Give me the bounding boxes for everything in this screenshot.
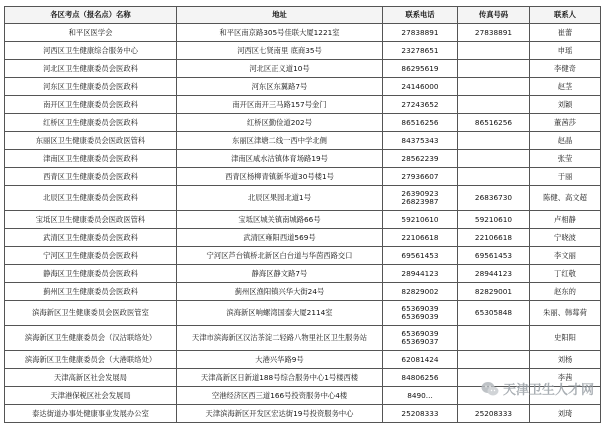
cell-phone (383, 211, 458, 229)
cell-name: 南开区卫生健康委员会医政科 (5, 96, 177, 114)
table-row (5, 265, 601, 283)
cell-phone (383, 132, 458, 150)
table-row (5, 78, 601, 96)
cell-contact: 赵茎 (530, 78, 601, 96)
cell-address: 和平区南京路305号佳联大厦1221室 (177, 24, 383, 42)
cell-address: 河北区正义道10号 (177, 60, 383, 78)
cell-name: 泰达街道办事处健康事业发展办公室 (5, 405, 177, 423)
header-address: 地址 (177, 7, 383, 24)
cell-fax (458, 96, 530, 114)
cell-address: 南开区南开三马路157号金门 (177, 96, 383, 114)
header-phone: 联系电话 (383, 7, 458, 24)
phone-number: 65369037 (401, 337, 439, 346)
phone-number: 26823987 (401, 197, 439, 206)
cell-address: 天津高新区日新道188号综合服务中心1号楼西楼 (177, 369, 383, 387)
table-row (5, 326, 601, 351)
cell-address: 天津市滨海新区汉沽茶淀二轻路八物里社区卫生服务站 (177, 326, 383, 351)
cell-name: 滨海新区卫生健康委员会（大港联络处） (5, 351, 177, 369)
cell-address: 西青区杨柳青镇新华道30号楼1号 (177, 168, 383, 186)
table-row (5, 247, 601, 265)
table-row (5, 405, 601, 423)
cell-phone (383, 78, 458, 96)
cell-contact: 崔蕾 (530, 24, 601, 42)
cell-fax (458, 387, 530, 405)
table-row (5, 150, 601, 168)
document-sheet (4, 6, 600, 423)
cell-fax: 86516256 (458, 114, 530, 132)
table-header-row (5, 7, 601, 24)
cell-address: 空港经济区西三道166号投资服务中心4楼 (177, 387, 383, 405)
cell-phone (383, 351, 458, 369)
phone-number: 86516256 (401, 117, 439, 127)
table-row (5, 351, 601, 369)
cell-phone (383, 283, 458, 301)
cell-address: 津南区咸水沽镇体育场路19号 (177, 150, 383, 168)
cell-contact: 朱丽、韩莓荷 (530, 301, 601, 326)
phone-number: 24146000 (401, 81, 439, 91)
cell-contact: 宁晓波 (530, 229, 601, 247)
table-row (5, 387, 601, 405)
cell-contact: 赵东的 (530, 283, 601, 301)
cell-fax (458, 168, 530, 186)
cell-phone (383, 405, 458, 423)
cell-name: 静海区卫生健康委员会医政科 (5, 265, 177, 283)
cell-address: 河东区东翼路7号 (177, 78, 383, 96)
cell-fax (458, 351, 530, 369)
cell-fax (458, 132, 530, 150)
cell-phone (383, 326, 458, 351)
cell-name: 红桥区卫生健康委员会医政科 (5, 114, 177, 132)
cell-phone (383, 387, 458, 405)
phone-number: 65369039 (401, 329, 439, 338)
cell-contact: 史阳阳 (530, 326, 601, 351)
cell-name: 东丽区卫生健康委员会医政医管科 (5, 132, 177, 150)
phone-number: 82829002 (401, 286, 439, 296)
cell-address: 宝坻区城关镇南城路66号 (177, 211, 383, 229)
cell-phone (383, 369, 458, 387)
table-row (5, 42, 601, 60)
cell-contact: 陈健、高文超 (530, 186, 601, 211)
phone-number: 8490... (407, 390, 433, 400)
phone-number: 28944123 (401, 268, 439, 278)
header-name: 各区考点（报名点）名称 (5, 7, 177, 24)
cell-fax (458, 150, 530, 168)
cell-fax (458, 369, 530, 387)
phone-number: 65369039 (401, 304, 439, 313)
cell-phone (383, 96, 458, 114)
cell-contact: 刘颖 (530, 96, 601, 114)
phone-number: 27936607 (401, 171, 439, 181)
phone-number: 65369039 (401, 312, 439, 321)
cell-fax: 28944123 (458, 265, 530, 283)
phone-number: 28562239 (401, 153, 439, 163)
cell-phone (383, 114, 458, 132)
cell-address: 滨海新区响螺湾国泰大厦2114室 (177, 301, 383, 326)
phone-number: 27243652 (401, 99, 439, 109)
cell-phone (383, 301, 458, 326)
cell-contact: 李茜 (530, 369, 601, 387)
cell-name: 宁河区卫生健康委员会医政科 (5, 247, 177, 265)
phone-number: 59210610 (401, 214, 439, 224)
cell-name: 河西区卫生健康综合服务中心 (5, 42, 177, 60)
table-row (5, 283, 601, 301)
cell-name: 河北区卫生健康委员会医政科 (5, 60, 177, 78)
phone-number: 62081424 (401, 354, 439, 364)
phone-number: 84375343 (401, 135, 439, 145)
table-row (5, 132, 601, 150)
cell-fax (458, 78, 530, 96)
phone-number: 26390923 (401, 189, 439, 198)
cell-fax: 82829001 (458, 283, 530, 301)
table-row (5, 211, 601, 229)
cell-address: 北辰区果园北道1号 (177, 186, 383, 211)
table-row (5, 186, 601, 211)
table-row (5, 96, 601, 114)
cell-phone (383, 247, 458, 265)
cell-contact: 赵晶 (530, 132, 601, 150)
cell-fax: 26836730 (458, 186, 530, 211)
cell-address: 天津滨海新区开发区宏达街19号投资服务中心 (177, 405, 383, 423)
header-fax: 传真号码 (458, 7, 530, 24)
phone-number: 84806256 (401, 372, 439, 382)
cell-phone (383, 265, 458, 283)
table-row (5, 24, 601, 42)
cell-contact: 刘杨 (530, 351, 601, 369)
watermark-text: 天津卫生人才网 (502, 383, 594, 398)
cell-name: 天津高新区社会发展局 (5, 369, 177, 387)
cell-name: 北辰区卫生健康委员会医政科 (5, 186, 177, 211)
phone-number: 86295619 (401, 63, 439, 73)
cell-name: 滨海新区卫生健康委员会（汉沽联络处） (5, 326, 177, 351)
cell-contact: 申瑶 (530, 42, 601, 60)
header-contact: 联系人 (530, 7, 601, 24)
cell-name: 宝坻区卫生健康委员会医政医管科 (5, 211, 177, 229)
cell-address: 武清区雍阳西道569号 (177, 229, 383, 247)
cell-fax (458, 326, 530, 351)
phone-number: 69561453 (401, 250, 439, 260)
table-row (5, 168, 601, 186)
cell-address: 蓟州区渔阳镇兴华大街24号 (177, 283, 383, 301)
cell-name: 和平区医学会 (5, 24, 177, 42)
cell-name: 滨海新区卫生健康委员会医政医管室 (5, 301, 177, 326)
cell-fax (458, 60, 530, 78)
cell-name: 津南区卫生健康委员会医政科 (5, 150, 177, 168)
cell-contact: 李文丽 (530, 247, 601, 265)
cell-phone (383, 42, 458, 60)
cell-name: 蓟州区卫生健康委员会医政科 (5, 283, 177, 301)
cell-name: 天津港保税区社会发展局 (5, 387, 177, 405)
table-row (5, 114, 601, 132)
cell-fax (458, 42, 530, 60)
cell-phone (383, 60, 458, 78)
cell-contact: 丁红敬 (530, 265, 601, 283)
cell-contact: 董茜莎 (530, 114, 601, 132)
cell-contact: 李健奇 (530, 60, 601, 78)
exam-sites-table (4, 6, 601, 423)
phone-number: 25208333 (401, 408, 439, 418)
cell-fax: 25208333 (458, 405, 530, 423)
cell-phone (383, 150, 458, 168)
cell-phone (383, 229, 458, 247)
table-row (5, 60, 601, 78)
cell-fax: 65305848 (458, 301, 530, 326)
cell-address: 河西区七贤南里 底商35号 (177, 42, 383, 60)
table-row (5, 229, 601, 247)
cell-fax: 22106618 (458, 229, 530, 247)
cell-contact: 于丽 (530, 168, 601, 186)
cell-contact: 刘琦 (530, 405, 601, 423)
cell-name: 河东区卫生健康委员会医政科 (5, 78, 177, 96)
phone-number: 22106618 (401, 232, 439, 242)
cell-address: 静海区静文路7号 (177, 265, 383, 283)
table-row (5, 301, 601, 326)
cell-address: 宁河区芦台镇桥北新区白台道与华茵西路交口 (177, 247, 383, 265)
cell-contact: 卢相静 (530, 211, 601, 229)
cell-contact (530, 387, 601, 405)
cell-phone (383, 186, 458, 211)
phone-number: 27838891 (401, 27, 439, 37)
cell-address: 东丽区津塘二线一西中学北侧 (177, 132, 383, 150)
cell-fax: 69561453 (458, 247, 530, 265)
cell-fax: 59210610 (458, 211, 530, 229)
cell-phone (383, 24, 458, 42)
cell-contact: 张莹 (530, 150, 601, 168)
phone-number: 23278651 (401, 45, 439, 55)
cell-name: 武清区卫生健康委员会医政科 (5, 229, 177, 247)
cell-fax: 27838891 (458, 24, 530, 42)
table-body (5, 24, 601, 423)
cell-phone (383, 168, 458, 186)
cell-address: 红桥区勤俭道202号 (177, 114, 383, 132)
table-row (5, 369, 601, 387)
cell-name: 西青区卫生健康委员会医政科 (5, 168, 177, 186)
cell-address: 大港兴华路9号 (177, 351, 383, 369)
